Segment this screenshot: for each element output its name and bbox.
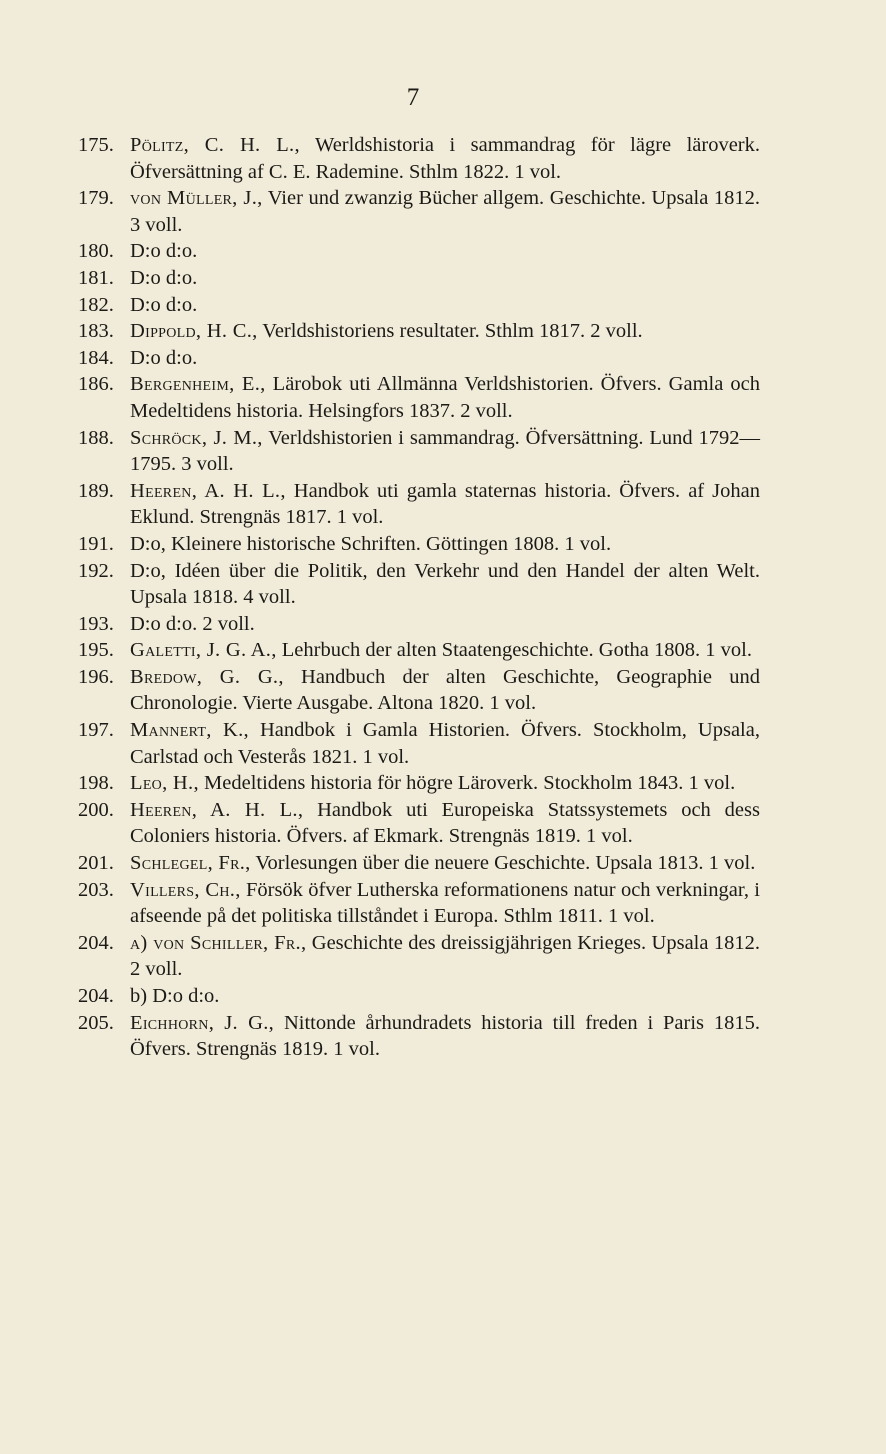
entry-title: Handbok i Gamla Historien. Öfvers. Stockholm, Upsala, Carlstad och Vesterås 1821. 1 vol. bbox=[130, 719, 760, 768]
catalog-entry bbox=[78, 345, 760, 372]
catalog-entry bbox=[78, 1010, 760, 1063]
entry-number: 188. bbox=[78, 426, 114, 449]
entry-title: b) D:o d:o. bbox=[130, 985, 220, 1007]
entry-number: 180. bbox=[78, 240, 114, 263]
entry-number: 191. bbox=[78, 532, 114, 555]
entry-author: Villers, Ch., bbox=[130, 878, 241, 901]
catalog-entry bbox=[78, 797, 760, 850]
catalog-entry bbox=[78, 425, 760, 478]
entry-title: D:o, Idéen über die Politik, den Verkehr und den Handel der alten Welt. Upsala 1818. 4 voll. bbox=[130, 559, 760, 609]
catalog-entry bbox=[78, 637, 760, 664]
entry-author: Schlegel, Fr., bbox=[130, 852, 251, 875]
entry-author: Bergenheim, E., bbox=[130, 373, 266, 396]
entry-number: 204. bbox=[78, 985, 114, 1007]
entry-author: Pölitz, C. H. L., bbox=[130, 134, 300, 156]
entry-title: Vorlesungen über die neuere Geschichte. Upsala 1813. 1 vol. bbox=[250, 852, 756, 875]
catalog-entry bbox=[78, 371, 760, 424]
entry-number: 205. bbox=[78, 1011, 114, 1034]
entry-number: 204. bbox=[78, 931, 114, 954]
entry-author: a) von Schiller, Fr., bbox=[130, 931, 307, 954]
entry-title: Handbok uti Europeiska Statssystemets och dess Coloniers historia. Öfvers. af Ekmark. Strengnäs 1819. 1 vol. bbox=[130, 798, 760, 848]
catalog-entry bbox=[78, 318, 760, 345]
entry-number: 196. bbox=[78, 665, 114, 688]
catalog-entry bbox=[78, 717, 760, 770]
entry-number: 197. bbox=[78, 719, 114, 742]
entry-number: 175. bbox=[78, 134, 114, 156]
entry-title: D:o d:o. bbox=[130, 293, 198, 316]
catalog-entry bbox=[78, 132, 760, 185]
entry-title: Werldshistoria i sammandrag för lägre läroverk. Öfversättning af C. E. Rademine. Sthlm 1822. 1 vol. bbox=[130, 134, 760, 183]
entry-title: Lärobok uti Allmänna Verldshistorien. Öfvers. Gamla och Medeltidens historia. Helsingfors 1837. 2 voll. bbox=[130, 373, 760, 422]
entry-title: D:o, Kleinere historische Schriften. Göttingen 1808. 1 vol. bbox=[130, 532, 612, 555]
entry-author: von Müller, J., bbox=[130, 187, 263, 210]
entry-author: Galetti, J. G. A., bbox=[130, 639, 277, 662]
entry-number: 195. bbox=[78, 639, 114, 662]
entry-number: 200. bbox=[78, 798, 114, 821]
entry-number: 184. bbox=[78, 346, 114, 369]
catalog-entry bbox=[78, 850, 760, 877]
entry-title: Handbuch der alten Geschichte, Geographie und Chronologie. Vierte Ausgabe. Altona 1820. 1 vol. bbox=[130, 665, 760, 715]
entry-author: Bredow, G. G., bbox=[130, 665, 284, 688]
catalog-entry bbox=[78, 664, 760, 717]
catalog-entry bbox=[78, 611, 760, 638]
catalog-entry bbox=[78, 265, 760, 292]
entry-author: Schröck, J. M., bbox=[130, 426, 263, 449]
entry-title: D:o d:o. bbox=[130, 346, 198, 369]
catalog-entry-list bbox=[78, 132, 760, 1063]
page-number: 7 bbox=[406, 84, 420, 111]
catalog-entry bbox=[78, 770, 760, 797]
catalog-entry bbox=[78, 558, 760, 611]
catalog-entry bbox=[78, 185, 760, 238]
entry-number: 201. bbox=[78, 852, 114, 875]
catalog-entry bbox=[78, 292, 760, 319]
catalog-entry bbox=[78, 877, 760, 930]
entry-title: Medeltidens historia för högre Läroverk. Stockholm 1843. 1 vol. bbox=[198, 772, 736, 795]
entry-number: 193. bbox=[78, 612, 114, 635]
catalog-entry bbox=[78, 983, 760, 1010]
entry-number: 186. bbox=[78, 373, 114, 396]
entry-number: 183. bbox=[78, 320, 114, 343]
entry-title: D:o d:o. bbox=[130, 240, 198, 263]
catalog-entry bbox=[78, 930, 760, 983]
catalog-entry bbox=[78, 531, 760, 558]
catalog-entry bbox=[78, 478, 760, 531]
entry-author: Dippold, H. C., bbox=[130, 320, 258, 343]
entry-author: Heeren, A. H. L., bbox=[130, 798, 304, 821]
entry-number: 189. bbox=[78, 479, 114, 502]
entry-title: Nittonde århundradets historia till freden i Paris 1815. Öfvers. Strengnäs 1819. 1 vol. bbox=[130, 1011, 760, 1061]
entry-author: Heeren, A. H. L., bbox=[130, 479, 286, 502]
entry-author: Mannert, K., bbox=[130, 719, 249, 742]
entry-title: D:o d:o. bbox=[130, 266, 198, 289]
entry-title: D:o d:o. 2 voll. bbox=[130, 612, 255, 635]
entry-title: Verldshistorien i sammandrag. Öfversättning. Lund 1792—1795. 3 voll. bbox=[130, 426, 760, 476]
entry-title: Lehrbuch der alten Staatengeschichte. Gotha 1808. 1 vol. bbox=[276, 639, 752, 662]
entry-author: Eichhorn, J. G., bbox=[130, 1011, 275, 1034]
entry-title: Handbok uti gamla staternas historia. Öfvers. af Johan Eklund. Strengnäs 1817. 1 vol. bbox=[130, 479, 760, 529]
entry-title: Verldshistoriens resultater. Sthlm 1817. 2 voll. bbox=[257, 320, 643, 343]
entry-number: 181. bbox=[78, 266, 114, 289]
entry-title: Geschichte des dreissigjährigen Krieges. Upsala 1812. 2 voll. bbox=[130, 931, 761, 981]
entry-title: Vier und zwanzig Bücher allgem. Geschichte. Upsala 1812. 3 voll. bbox=[130, 187, 761, 236]
entry-title: Försök öfver Lutherska reformationens natur och verkningar, i afseende på det politiska tillståndet i Europa. Sthlm 1811. 1 vol. bbox=[130, 878, 760, 928]
entry-number: 198. bbox=[78, 772, 114, 795]
entry-number: 179. bbox=[78, 187, 114, 210]
entry-author: Leo, H., bbox=[130, 772, 199, 795]
entry-number: 182. bbox=[78, 293, 114, 316]
catalog-entry bbox=[78, 238, 760, 265]
entry-number: 203. bbox=[78, 878, 114, 901]
entry-number: 192. bbox=[78, 559, 114, 582]
